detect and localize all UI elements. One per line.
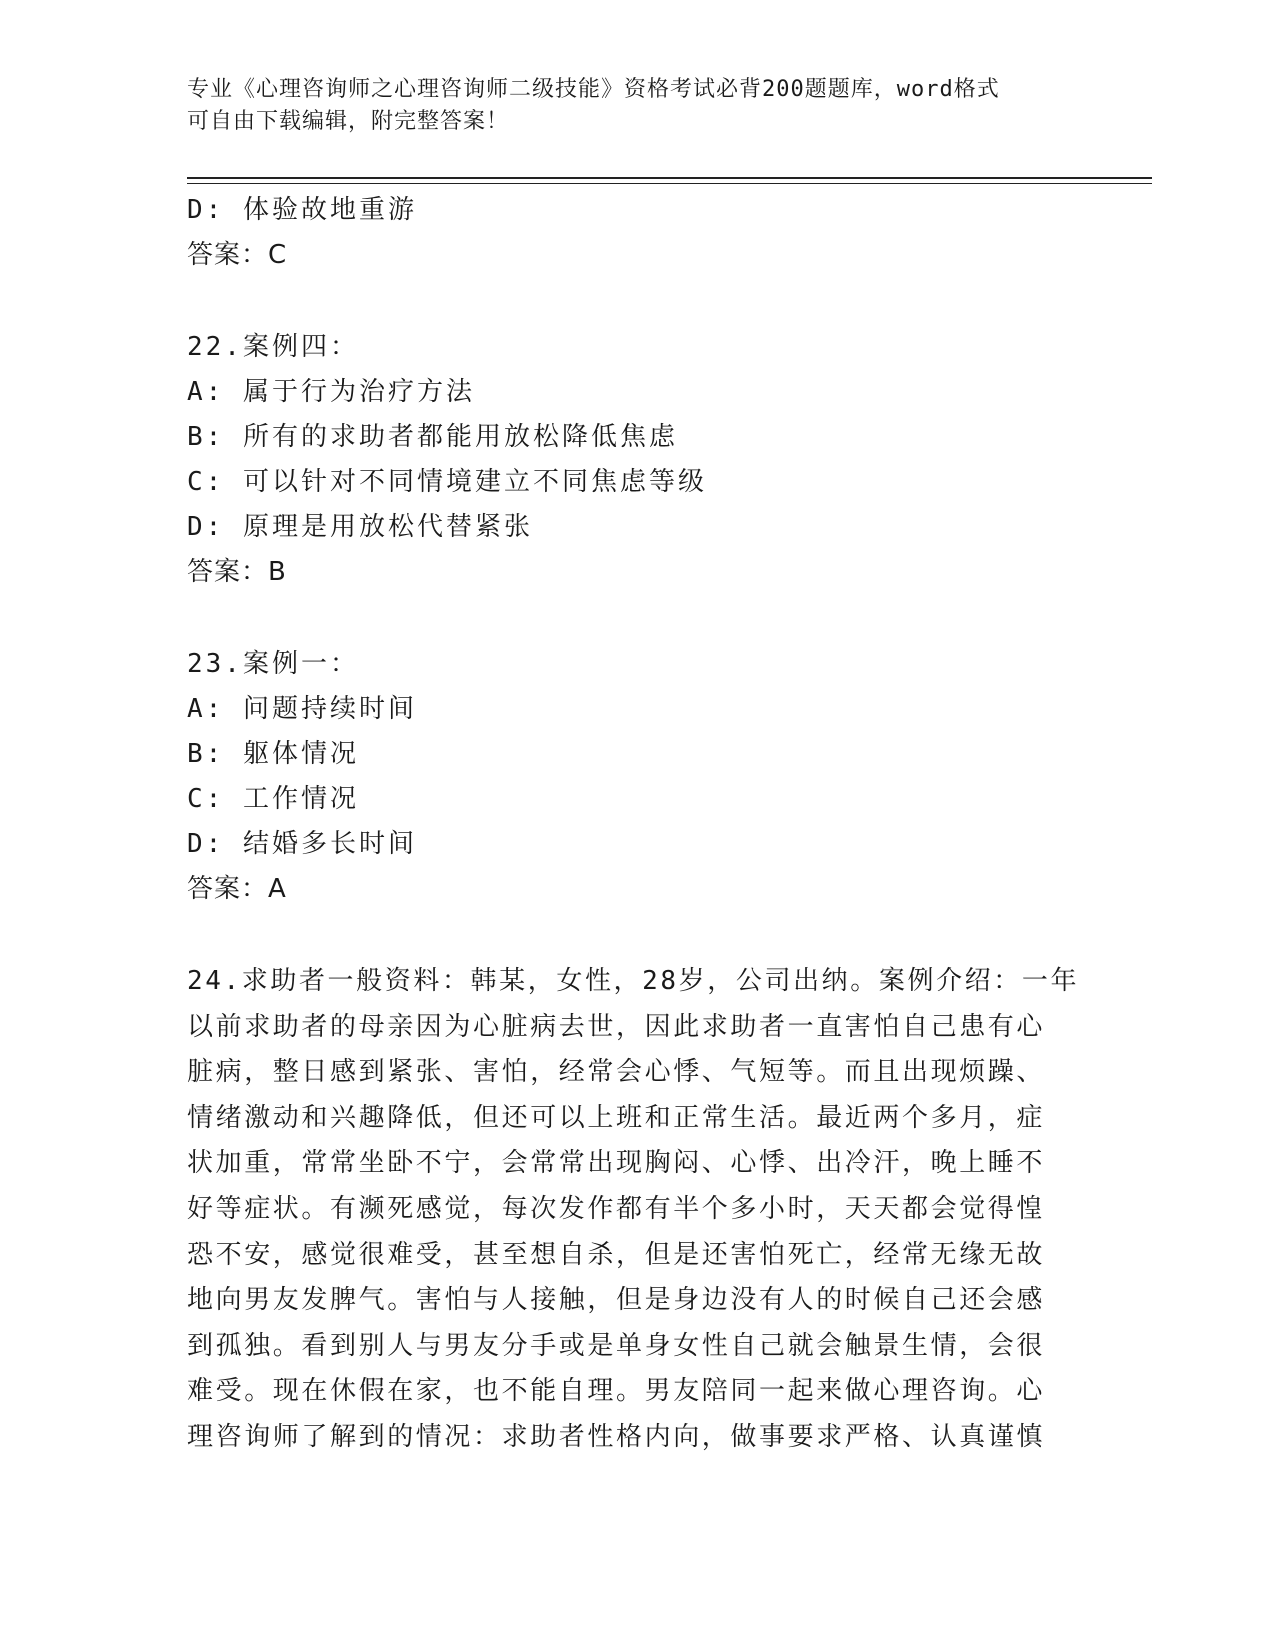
option-a: A: 问题持续时间: [187, 694, 417, 724]
question-22: [187, 325, 1087, 595]
option-a: A: 属于行为治疗方法: [187, 377, 475, 407]
question-stem: 22.案例四：: [187, 332, 359, 362]
paragraph-line: 脏病，整日感到紧张、害怕，经常会心悸、气短等。而且出现烦躁、: [187, 1057, 1046, 1088]
spacer: [187, 912, 1087, 959]
question-stem: 23.案例一：: [187, 649, 359, 679]
option-d: D: 结婚多长时间: [187, 829, 417, 859]
option-c: C: 可以针对不同情境建立不同焦虑等级: [187, 467, 707, 497]
option-b: B: 躯体情况: [187, 739, 359, 769]
header-line-1: 专业《心理咨询师之心理咨询师二级技能》资格考试必背200题题库，word格式: [187, 77, 1000, 102]
paragraph-line: 难受。现在休假在家，也不能自理。男友陪同一起来做心理咨询。心: [187, 1376, 1046, 1407]
answer-line: 答案：A: [187, 874, 287, 904]
spacer: [187, 595, 1087, 642]
paragraph-line: 理咨询师了解到的情况：求助者性格内向，做事要求严格、认真谨慎: [187, 1421, 1046, 1452]
paragraph-line: 24.求助者一般资料：韩某，女性，28岁，公司出纳。案例介绍：一年: [187, 966, 1080, 996]
spacer: [187, 278, 1087, 325]
question-24-case-text: [187, 959, 1087, 1461]
question-21-tail: [187, 188, 1087, 278]
header-line-2: 可自由下载编辑，附完整答案！: [187, 109, 510, 134]
paragraph-line: 恐不安，感觉很难受，甚至想自杀，但是还害怕死亡，经常无缘无故: [187, 1239, 1046, 1270]
option-c: C: 工作情况: [187, 784, 359, 814]
header-divider-thin: [187, 183, 1152, 184]
paragraph-line: 以前求助者的母亲因为心脏病去世，因此求助者一直害怕自己患有心: [187, 1011, 1046, 1042]
answer-line: 答案：B: [187, 557, 287, 587]
paragraph-line: 状加重，常常坐卧不宁，会常常出现胸闷、心悸、出冷汗，晚上睡不: [187, 1148, 1046, 1179]
question-23: [187, 642, 1087, 912]
option-b: B: 所有的求助者都能用放松降低焦虑: [187, 422, 678, 452]
option-d: D: 原理是用放松代替紧张: [187, 512, 533, 542]
document-header: [187, 74, 1087, 138]
answer-line: 答案：C: [187, 240, 288, 270]
paragraph-line: 地向男友发脾气。害怕与人接触，但是身边没有人的时候自己还会感: [187, 1285, 1046, 1316]
paragraph-line: 情绪激动和兴趣降低，但还可以上班和正常生活。最近两个多月，症: [187, 1102, 1046, 1133]
question-content: [187, 188, 1087, 1461]
option-d: D: 体验故地重游: [187, 195, 417, 225]
header-divider-thick: [187, 177, 1152, 179]
paragraph-line: 好等症状。有濒死感觉，每次发作都有半个多小时，天天都会觉得惶: [187, 1193, 1046, 1224]
paragraph-line: 到孤独。看到别人与男友分手或是单身女性自己就会触景生情，会很: [187, 1330, 1046, 1361]
